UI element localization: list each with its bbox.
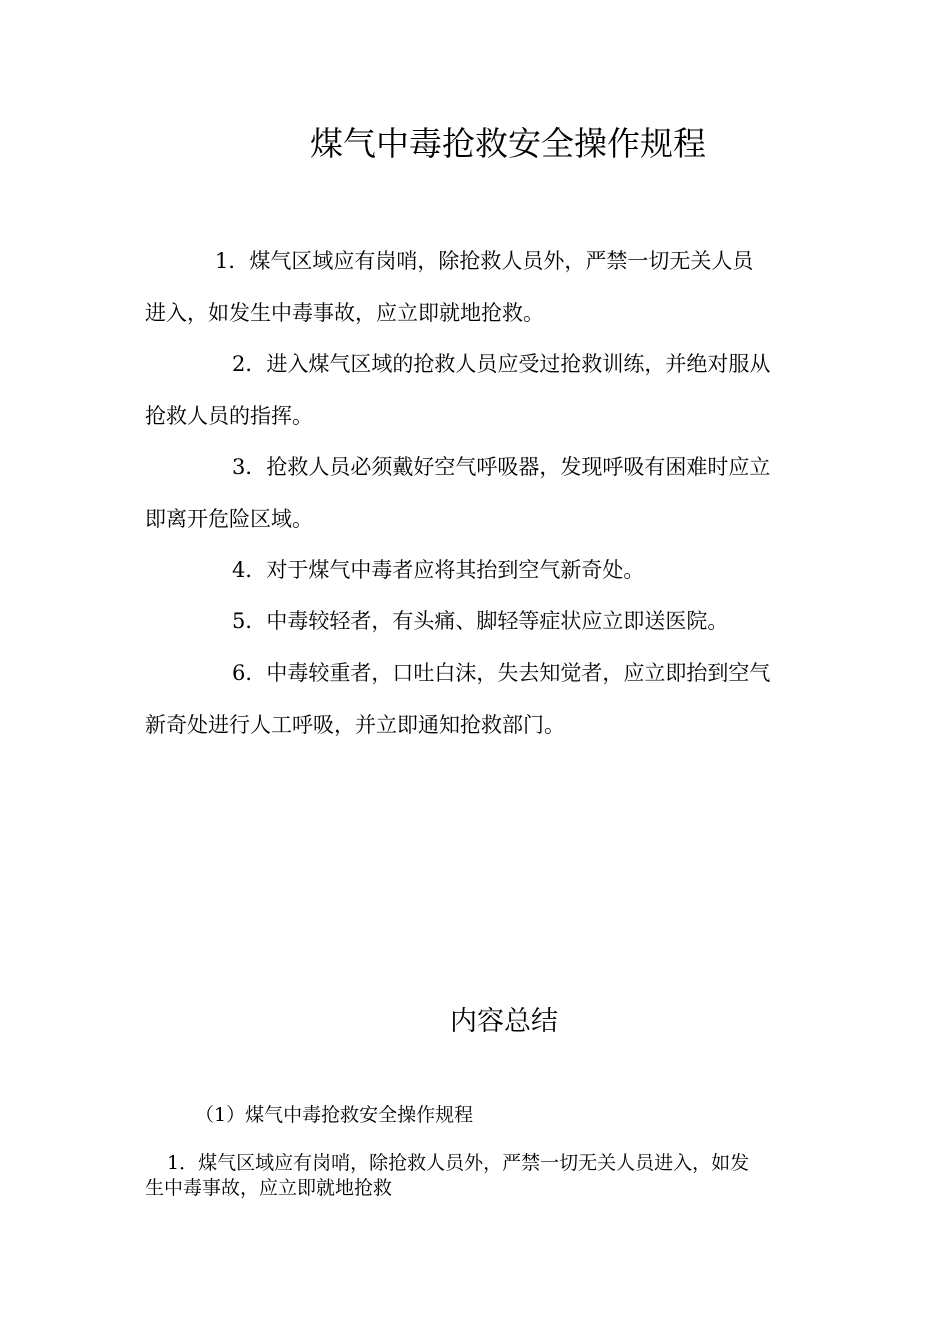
paragraph-line: 即离开危险区域。: [145, 506, 313, 531]
summary-title: 内容总结: [450, 1006, 558, 1037]
document-title: 煤气中毒抢救安全操作规程: [310, 124, 706, 163]
paragraph-1: [145, 236, 805, 339]
summary-paragraph: [145, 1151, 810, 1201]
paragraph-4: [145, 545, 805, 597]
paragraph-line: 进入，如发生中毒事故，应立即就地抢救。: [145, 300, 544, 325]
paragraph-line: 3．抢救人员必须戴好空气呼吸器，发现呼吸有困难时应立: [232, 455, 771, 479]
paragraph-line: 2．进入煤气区域的抢救人员应受过抢救训练，并绝对服从: [232, 352, 771, 376]
paragraph-line: 抢救人员的指挥。: [145, 403, 313, 428]
paragraph-line: 1．煤气区域应有岗哨，除抢救人员外，严禁一切无关人员: [215, 249, 754, 273]
paragraph-line: 6．中毒较重者，口吐白沫，失去知觉者，应立即抬到空气: [232, 661, 771, 685]
paragraph-6: [145, 648, 805, 751]
summary-paragraph-line: 1．煤气区域应有岗哨，除抢救人员外，严禁一切无关人员进入，如发: [167, 1152, 750, 1174]
paragraph-line: 新奇处进行人工呼吸，并立即通知抢救部门。: [145, 712, 565, 737]
summary-item: （1）煤气中毒抢救安全操作规程: [195, 1104, 474, 1126]
paragraph-2: [145, 339, 805, 442]
paragraph-line: 4．对于煤气中毒者应将其抬到空气新奇处。: [232, 558, 645, 582]
paragraph-5: [145, 596, 805, 648]
summary-paragraph-line: 生中毒事故，应立即就地抢救: [145, 1177, 393, 1199]
paragraph-line: 5．中毒较轻者，有头痛、脚轻等症状应立即送医院。: [232, 609, 729, 633]
paragraph-3: [145, 442, 805, 545]
